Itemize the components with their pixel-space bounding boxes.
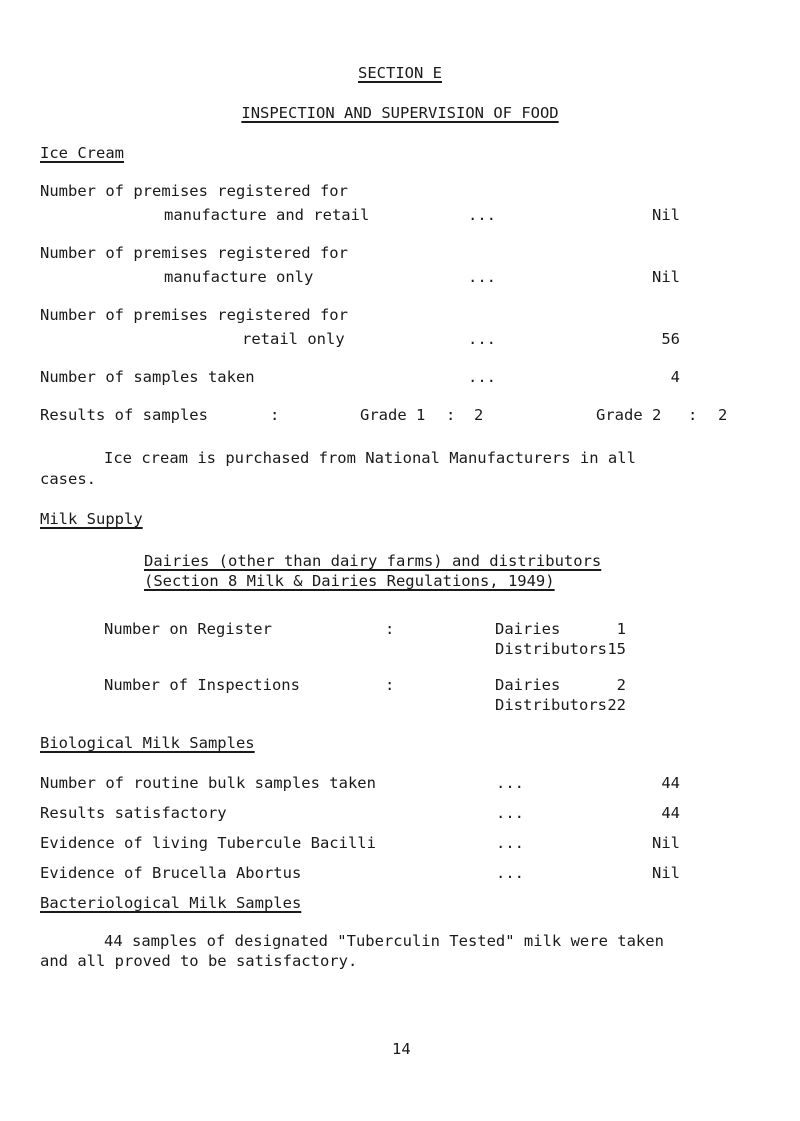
register-label: Number on Register bbox=[104, 620, 272, 638]
bacteriological-heading: Bacteriological Milk Samples bbox=[40, 894, 302, 912]
bacteriological-text-line2: and all proved to be satisfactory. bbox=[40, 952, 358, 970]
ice-cream-note-line1: Ice cream is purchased from National Manufacturers in all bbox=[104, 449, 636, 467]
section-title: SECTION E bbox=[358, 64, 442, 82]
row-label: Evidence of living Tubercule Bacilli bbox=[40, 834, 376, 852]
inspections-distributors-label: Distributors bbox=[495, 696, 607, 714]
grade2-value: 2 bbox=[718, 406, 728, 424]
register-distributors-value: 15 bbox=[607, 640, 626, 658]
inspections-distributors-value: 22 bbox=[607, 696, 626, 714]
grade1-value: 2 bbox=[474, 406, 484, 424]
row-label-line1: Number of premises registered for bbox=[40, 244, 348, 262]
ice-cream-heading: Ice Cream bbox=[40, 144, 124, 162]
inspections-dairies-value: 2 bbox=[616, 676, 626, 694]
inspections-label: Number of Inspections bbox=[104, 676, 300, 694]
biological-heading: Biological Milk Samples bbox=[40, 734, 255, 752]
leader-dots: ... bbox=[496, 774, 524, 792]
grade2-label: Grade 2 bbox=[596, 406, 662, 424]
row-label-line2: retail only bbox=[242, 330, 345, 348]
results-label: Results of samples bbox=[40, 406, 208, 424]
row-value: Nil bbox=[652, 268, 680, 286]
leader-dots: ... bbox=[496, 834, 524, 852]
row-value: 44 bbox=[661, 804, 680, 822]
leader-dots: ... bbox=[468, 206, 496, 224]
register-dairies-value: 1 bbox=[616, 620, 626, 638]
row-label: Number of routine bulk samples taken bbox=[40, 774, 376, 792]
main-heading: INSPECTION AND SUPERVISION OF FOOD bbox=[241, 104, 559, 122]
leader-dots: ... bbox=[496, 804, 524, 822]
milk-subheading-line1: Dairies (other than dairy farms) and distributors bbox=[144, 552, 602, 570]
results-colon: : bbox=[270, 406, 280, 424]
row-label: Number of samples taken bbox=[40, 368, 255, 386]
bacteriological-text-line1: 44 samples of designated "Tuberculin Tested" milk were taken bbox=[104, 932, 664, 950]
row-label: Results satisfactory bbox=[40, 804, 227, 822]
leader-dots: ... bbox=[468, 330, 496, 348]
grade1-colon: : bbox=[446, 406, 456, 424]
row-label-line2: manufacture and retail bbox=[164, 206, 370, 224]
row-value: Nil bbox=[652, 834, 680, 852]
row-value: 56 bbox=[661, 330, 680, 348]
row-value: 44 bbox=[661, 774, 680, 792]
row-label-line2: manufacture only bbox=[164, 268, 314, 286]
page-number: 14 bbox=[392, 1040, 411, 1058]
inspections-dairies-label: Dairies bbox=[495, 676, 561, 694]
row-label: Evidence of Brucella Abortus bbox=[40, 864, 302, 882]
inspections-colon: : bbox=[385, 676, 395, 694]
grade1-label: Grade 1 bbox=[360, 406, 426, 424]
milk-subheading-line2: (Section 8 Milk & Dairies Regulations, 1949) bbox=[144, 572, 555, 590]
grade2-colon: : bbox=[688, 406, 698, 424]
ice-cream-note-line2: cases. bbox=[40, 470, 96, 488]
leader-dots: ... bbox=[468, 268, 496, 286]
register-dairies-label: Dairies bbox=[495, 620, 561, 638]
register-colon: : bbox=[385, 620, 395, 638]
leader-dots: ... bbox=[468, 368, 496, 386]
row-value: 4 bbox=[670, 368, 680, 386]
register-distributors-label: Distributors bbox=[495, 640, 607, 658]
row-value: Nil bbox=[652, 864, 680, 882]
milk-supply-heading: Milk Supply bbox=[40, 510, 143, 528]
leader-dots: ... bbox=[496, 864, 524, 882]
row-value: Nil bbox=[652, 206, 680, 224]
row-label-line1: Number of premises registered for bbox=[40, 306, 348, 324]
row-label-line1: Number of premises registered for bbox=[40, 182, 348, 200]
